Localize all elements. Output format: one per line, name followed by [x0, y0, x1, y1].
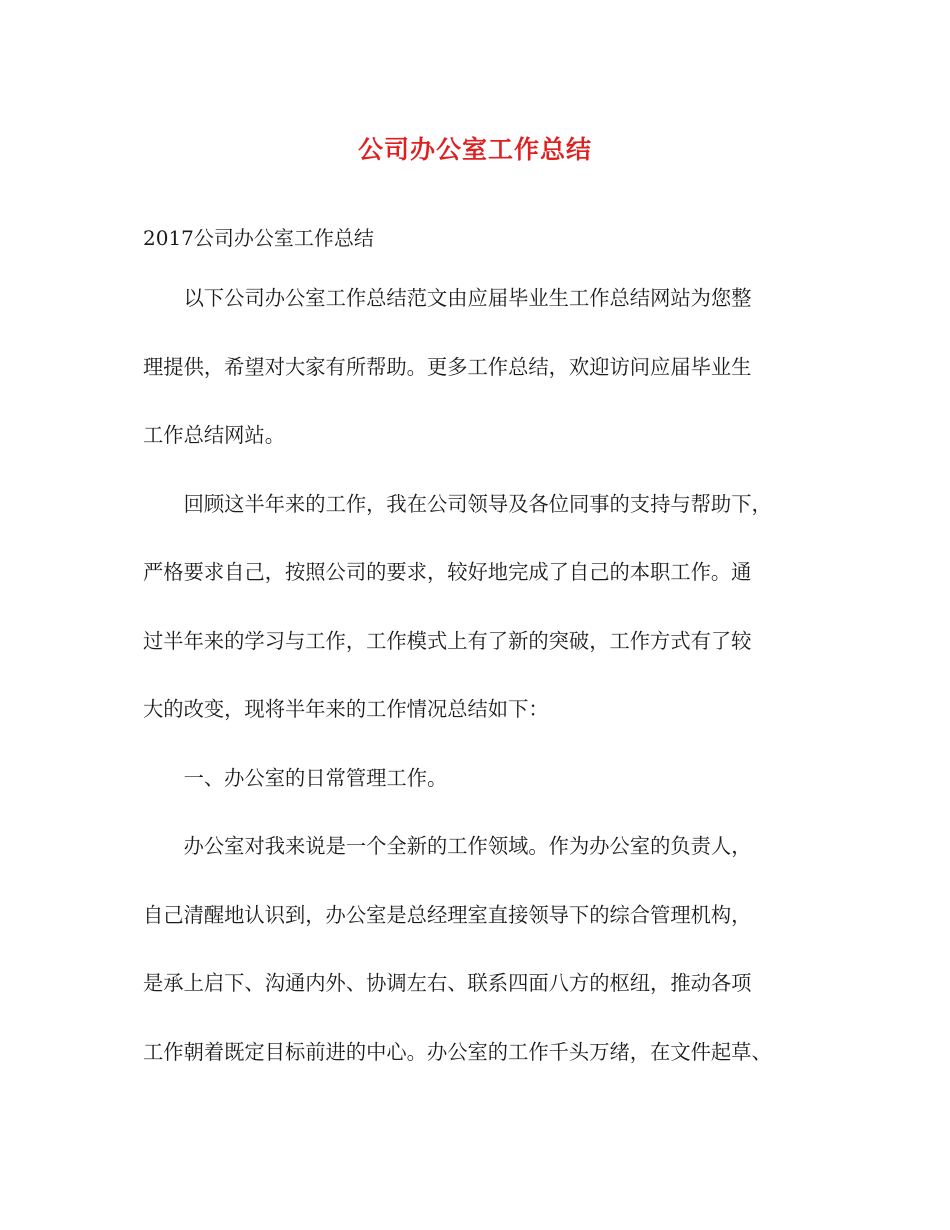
paragraph-line: 办公室对我来说是一个全新的工作领域。作为办公室的负责人， [183, 834, 752, 858]
document-title: 公司办公室工作总结 [357, 135, 592, 164]
paragraph-line: 一、办公室的日常管理工作。 [183, 765, 448, 790]
paragraph-line: 是承上启下、沟通内外、协调左右、联系四面八方的枢纽，推动各项 [143, 971, 752, 995]
paragraph-line: 回顾这半年来的工作，我在公司领导及各位同事的支持与帮助下， [183, 491, 772, 516]
paragraph-line: 理提供，希望对大家有所帮助。更多工作总结，欢迎访问应届毕业生 [143, 354, 752, 379]
paragraph-line: 严格要求自己，按照公司的要求，较好地完成了自己的本职工作。通 [143, 560, 752, 584]
paragraph [143, 812, 805, 1086]
paragraph-line: 自己清醒地认识到，办公室是总经理室直接领导下的综合管理机构， [143, 902, 752, 927]
paragraph [143, 264, 805, 470]
section-heading [143, 744, 805, 813]
paragraph-line: 工作总结网站。 [143, 423, 285, 447]
paragraph-line: 工作朝着既定目标前进的中心。办公室的工作千头万绪，在文件起草、 [143, 1039, 772, 1064]
document-subtitle: 2017公司办公室工作总结 [143, 226, 374, 250]
paragraph [143, 470, 805, 744]
paragraph-line: 大的改变，现将半年来的工作情况总结如下： [143, 697, 549, 721]
document-body [143, 264, 805, 1086]
paragraph-line: 过半年来的学习与工作，工作模式上有了新的突破，工作方式有了较 [143, 628, 752, 653]
paragraph-line: 以下公司办公室工作总结范文由应届毕业生工作总结网站为您整 [183, 286, 752, 310]
